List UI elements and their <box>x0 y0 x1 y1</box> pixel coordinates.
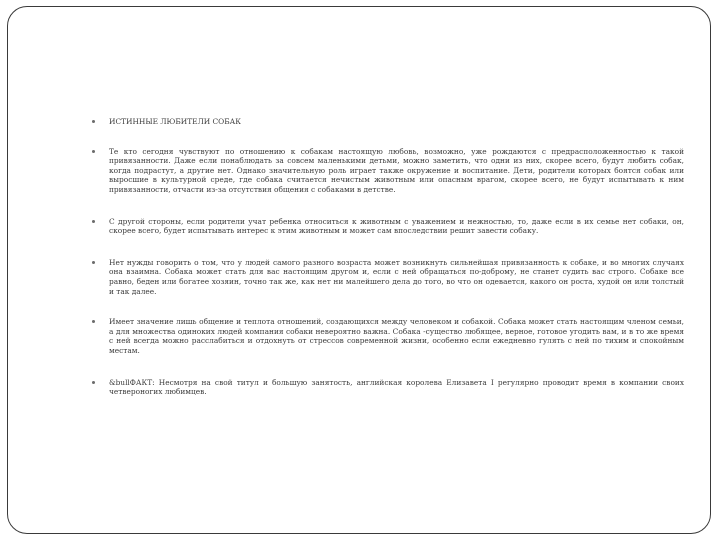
bullet-text: С другой стороны, если родители учат ребенка относиться к животным с уважением и нежностью, то, даже если в их семье нет собаки, он, скорее всего, будет испытывать интерес к этим животным и может сам впоследствии решит завести собаку. <box>109 216 684 236</box>
bullet-item-upbringing <box>92 217 684 236</box>
bullet-list <box>92 117 684 418</box>
bullet-text: Те кто сегодня чувствуют по отношению к собакам настоящую любовь, возможно, уже рождаются с предрасположенностью к такой привязанности. Даже если понаблюдать за совсем маленькими детьми, можно заметить, что одни из них, скорее всего, будут любить собак, когда подрастут, а другие нет. Однако значительную роль играет также окружение и воспитание. Дети, родители которых боятся собак или выросшие в культурной среде, где собака считается нечистым животным или опасным врагом, скорее всего, не будут испытывать к ним привязанности, отчасти из-за отсутствия общения с собаками в детстве. <box>109 146 684 194</box>
bullet-dot-icon <box>92 120 95 123</box>
bullet-dot-icon <box>92 220 95 223</box>
bullet-text: &bullФАКТ: Несмотря на свой титул и большую занятость, английская королева Елизавета I регулярно проводит время в компании своих четвероногих любимцев. <box>109 377 684 397</box>
slide-frame <box>7 6 711 534</box>
bullet-dot-icon <box>92 381 95 384</box>
bullet-item-companionship <box>92 317 684 355</box>
bullet-item-predisposition <box>92 147 684 195</box>
bullet-item-attachment <box>92 258 684 296</box>
bullet-text: Нет нужды говорить о том, что у людей самого разного возраста может возникнуть сильнейшая привязанность к собаке, и во многих случаях она взаимна. Собака может стать для вас настоящим другом и, если с ней обращаться по-доброму, не станет судить вас строго. Собаке все равно, беден или богатее хозяин, точно так же, как нет ни малейшего дела до того, во что он одевается, какого он роста, худой он или толстый и так далее. <box>109 257 684 296</box>
bullet-text: ИСТИННЫЕ ЛЮБИТЕЛИ СОБАК <box>109 117 241 126</box>
bullet-item-fact <box>92 378 684 397</box>
bullet-dot-icon <box>92 261 95 264</box>
bullet-text: Имеет значение лишь общение и теплота отношений, создающихся между человеком и собакой. Собака может стать настоящим членом семьи, а для множества одиноких людей компания собаки невероятно важна. Собака -существо любящее, верное, готовое угодить вам, и в то же время с ней всегда можно расслабиться и отдохнуть от стрессов современной жизни, особенно если ежедневно гулять с ней по тихим и спокойным местам. <box>109 317 684 355</box>
bullet-dot-icon <box>92 320 95 323</box>
bullet-dot-icon <box>92 150 95 153</box>
bullet-item-title <box>92 117 684 127</box>
